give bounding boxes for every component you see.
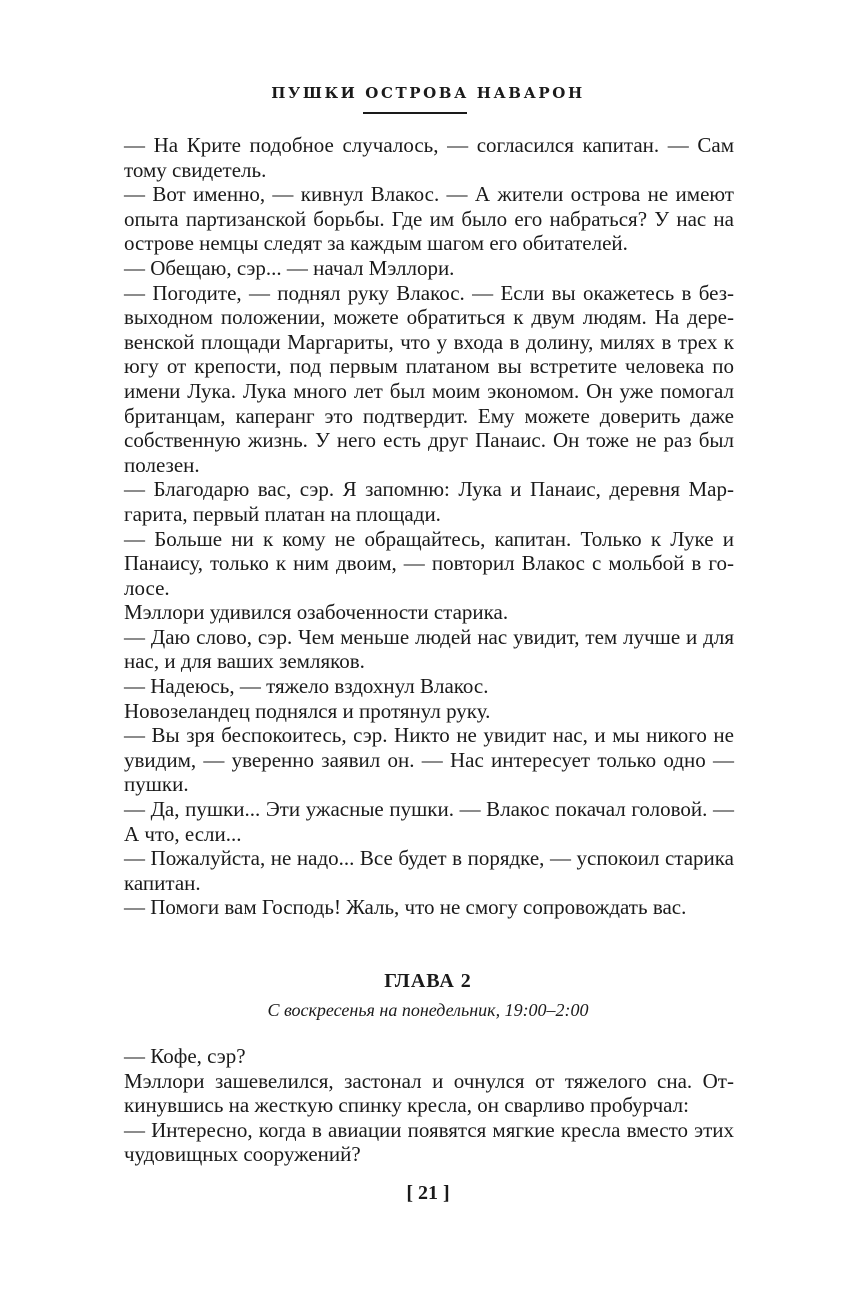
header-rule — [363, 112, 467, 114]
paragraph: — Погодите, — поднял руку Влакос. — Если вы окажетесь в безвыходном положении, можете обратиться к двум людям. На деревенской площади Маргариты, что у входа в долину, милях в трех к югу от крепости, под первым платаном вы встретите человека по имени Лука. Лука много лет был моим экономом. Он уже помогал британцам, каперанг это подтвердит. Ему можете доверить даже собственную жизнь. У него есть друг Панаис. Он тоже не раз был полезен. — [124, 280, 734, 477]
paragraph: — Вот именно, — кивнул Влакос. — А жители острова не имеют опыта партизанской борьбы. Где им было его набраться? У нас на острове немцы следят за каждым шагом его обитателей. — [124, 182, 734, 256]
paragraph: Мэллори удивился озабоченности старика. — [124, 600, 509, 625]
paragraph: — Помоги вам Господь! Жаль, что не смогу сопровождать вас. — [124, 895, 687, 920]
paragraph: — Надеюсь, — тяжело вздохнул Влакос. — [124, 674, 489, 699]
chapter-title: ГЛАВА 2 — [384, 970, 472, 992]
running-head-title: ПУШКИ ОСТРОВА НАВАРОН — [271, 84, 585, 102]
paragraph: — Интересно, когда в авиации появятся мягкие кресла вместо этих чудовищных сооружений? — [124, 1117, 734, 1167]
main-text-block — [124, 133, 734, 920]
paragraph: — Обещаю, сэр... — начал Мэллори. — [124, 255, 455, 280]
paragraph: — Даю слово, сэр. Чем меньше людей нас увидит, тем лучше и для нас, и для ваших земляков. — [124, 624, 734, 674]
paragraph: Новозеландец поднялся и протянул руку. — [124, 698, 491, 723]
paragraph: — Пожалуйста, не надо... Все будет в порядке, — успокоил старика капитан. — [124, 846, 734, 895]
chapter-text-block — [124, 1044, 734, 1167]
paragraph: — На Крите подобное случалось, — согласился капитан. — Сам тому свидетель. — [124, 133, 734, 182]
paragraph: — Благодарю вас, сэр. Я запомню: Лука и Панаис, деревня Маргарита, первый платан на площади. — [124, 477, 734, 526]
paragraph: — Кофе, сэр? — [124, 1044, 246, 1068]
paragraph: Мэллори зашевелился, застонал и очнулся от тяжелого сна. Откинувшись на жесткую спинку кресла, он сварливо пробурчал: — [124, 1068, 734, 1118]
paragraph: — Да, пушки... Эти ужасные пушки. — Влакос покачал головой. — А что, если... — [124, 797, 734, 846]
chapter-subtitle: С воскресенья на понедельник, 19:00–2:00 — [267, 1000, 589, 1020]
paragraph: — Больше ни к кому не обращайтесь, капитан. Только к Луке и Панаису, только к ним двоим, — повторил Влакос с мольбой в голосе. — [124, 526, 734, 600]
page-number: [ 21 ] — [406, 1182, 450, 1204]
paragraph: — Вы зря беспокоитесь, сэр. Никто не увидит нас, и мы никого не увидим, — уверенно заявил он. — Нас интересует только одно — пушки. — [124, 723, 734, 797]
